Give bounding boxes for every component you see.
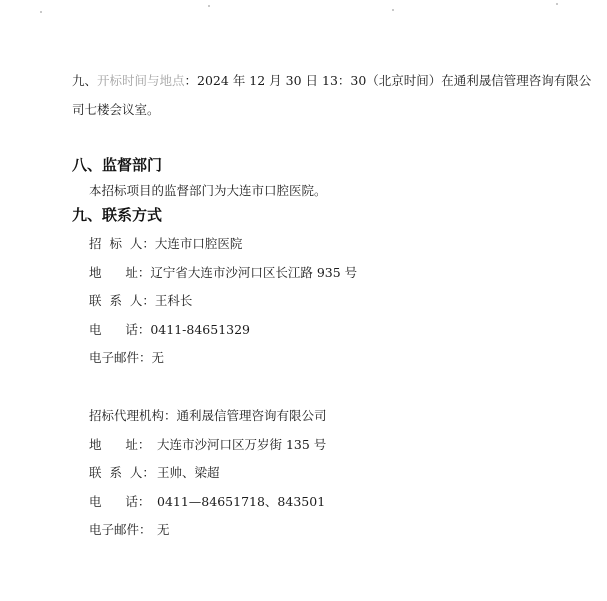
tenderer-email-value: 无 [151, 350, 165, 365]
contact-heading: 九、联系方式 [72, 206, 163, 224]
tenderer-name-value: 大连市口腔医院 [154, 236, 243, 251]
agency-name-row [89, 408, 327, 424]
agency-email-value: 无 [157, 522, 170, 537]
tenderer-name-row [89, 236, 242, 252]
agency-contact-label: 联 系 人： [89, 465, 155, 480]
tenderer-address-row [89, 265, 357, 281]
agency-phone-row [89, 494, 325, 510]
tenderer-contact-row [89, 293, 192, 309]
agency-name-value: 通利晟信管理咨询有限公司 [176, 408, 327, 423]
agency-address-row [89, 437, 326, 453]
agency-phone-label: 电 话： [89, 494, 151, 509]
agency-email-label: 电子邮件： [89, 522, 152, 537]
scan-speck [392, 9, 394, 11]
supervision-heading: 八、监督部门 [72, 156, 163, 174]
tenderer-name-label: 招 标 人： [89, 236, 155, 251]
agency-address-label: 地 址： [89, 437, 151, 452]
tenderer-contact-label: 联 系 人： [89, 293, 155, 308]
agency-contact-row [89, 465, 220, 481]
bid-opening-prefix: 九、 [72, 73, 98, 88]
tenderer-address-value: 辽宁省大连市沙河口区长江路 935 号 [150, 265, 358, 280]
agency-name-label: 招标代理机构： [89, 408, 177, 423]
bid-opening-continuation: 司七楼会议室。 [72, 102, 160, 117]
scan-speck [40, 11, 42, 13]
tenderer-address-label: 地 址： [89, 265, 151, 280]
tenderer-phone-value: 0411-84651329 [150, 322, 251, 337]
scan-speck [208, 5, 210, 7]
agency-phone-value: 0411—84651718、843501 [157, 494, 326, 509]
tenderer-contact-value: 王科长 [154, 293, 193, 308]
supervision-text: 本招标项目的监督部门为大连市口腔医院。 [89, 183, 327, 198]
tenderer-phone-row [89, 322, 250, 338]
agency-address-value: 大连市沙河口区万岁街 135 号 [157, 437, 327, 452]
bid-opening-faded-label: 开标时间与地点 [97, 73, 185, 88]
tenderer-email-row [89, 350, 164, 366]
tenderer-email-label: 电子邮件： [89, 350, 152, 365]
bid-opening-line [72, 73, 591, 89]
tenderer-phone-label: 电 话： [89, 322, 151, 337]
agency-email-row [89, 522, 170, 538]
agency-contact-value: 王帅、梁超 [157, 465, 220, 480]
scan-speck [556, 3, 558, 5]
bid-opening-details: ：2024 年 12 月 30 日 13：30（北京时间）在通利晟信管理咨询有限公 [184, 73, 592, 88]
